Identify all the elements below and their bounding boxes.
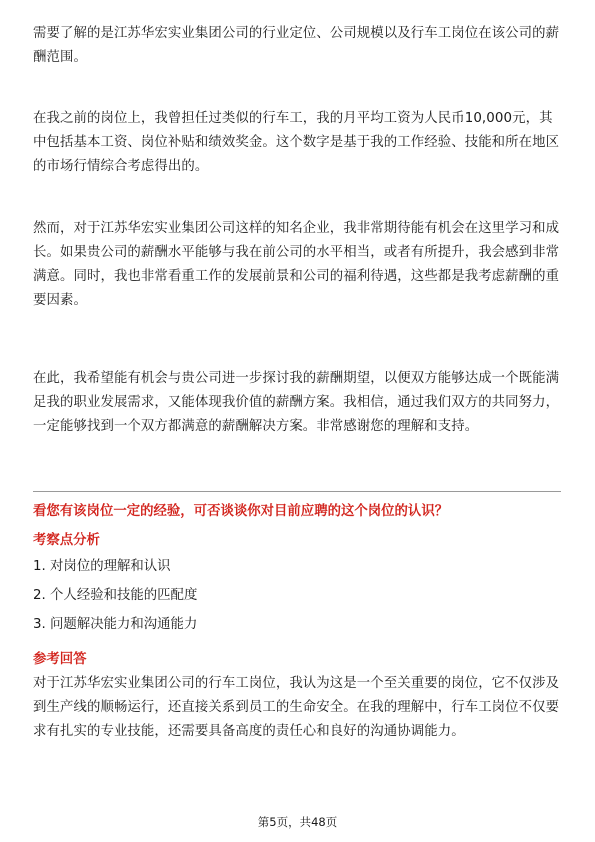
paragraph-1: 需要了解的是江苏华宏实业集团公司的行业定位、公司规模以及行车工岗位在该公司的薪酬范围。 xyxy=(33,26,560,65)
analysis-item-3: 3. 问题解决能力和沟通能力 xyxy=(33,617,198,632)
analysis-item-1: 1. 对岗位的理解和认识 xyxy=(33,559,171,574)
section-divider xyxy=(33,491,561,492)
answer-heading: 参考回答 xyxy=(33,652,87,667)
paragraph-4: 在此，我希望能有机会与贵公司进一步探讨我的薪酬期望，以便双方能够达成一个既能满足我的职业发展需求，又能体现我价值的薪酬方案。我相信，通过我们双方的共同努力，一定能够找到一个双方都满意的薪酬解决方案。非常感谢您的理解和支持。 xyxy=(33,371,560,434)
page-footer: 第5页，共48页 xyxy=(257,815,338,829)
interview-question: 看您有该岗位一定的经验，可否谈谈你对目前应聘的这个岗位的认识？ xyxy=(33,504,449,519)
analysis-item-2: 2. 个人经验和技能的匹配度 xyxy=(33,588,198,603)
answer-paragraph: 对于江苏华宏实业集团公司的行车工岗位，我认为这是一个至关重要的岗位，它不仅涉及到生产线的顺畅运行，还直接关系到员工的生命安全。在我的理解中，行车工岗位不仅要求有扎实的专业技能，还需要具备高度的责任心和良好的沟通协调能力。 xyxy=(33,676,560,739)
analysis-heading: 考察点分析 xyxy=(33,533,100,548)
paragraph-2: 在我之前的岗位上，我曾担任过类似的行车工，我的月平均工资为人民币10,000元，其中包括基本工资、岗位补贴和绩效奖金。这个数字是基于我的工作经验、技能和所在地区的市场行情综合考虑得出的。 xyxy=(33,111,560,174)
paragraph-3: 然而，对于江苏华宏实业集团公司这样的知名企业，我非常期待能有机会在这里学习和成长。如果贵公司的薪酬水平能够与我在前公司的水平相当，或者有所提升，我会感到非常满意。同时，我也非常看重工作的发展前景和公司的福利待遇，这些都是我考虑薪酬的重要因素。 xyxy=(33,221,560,308)
